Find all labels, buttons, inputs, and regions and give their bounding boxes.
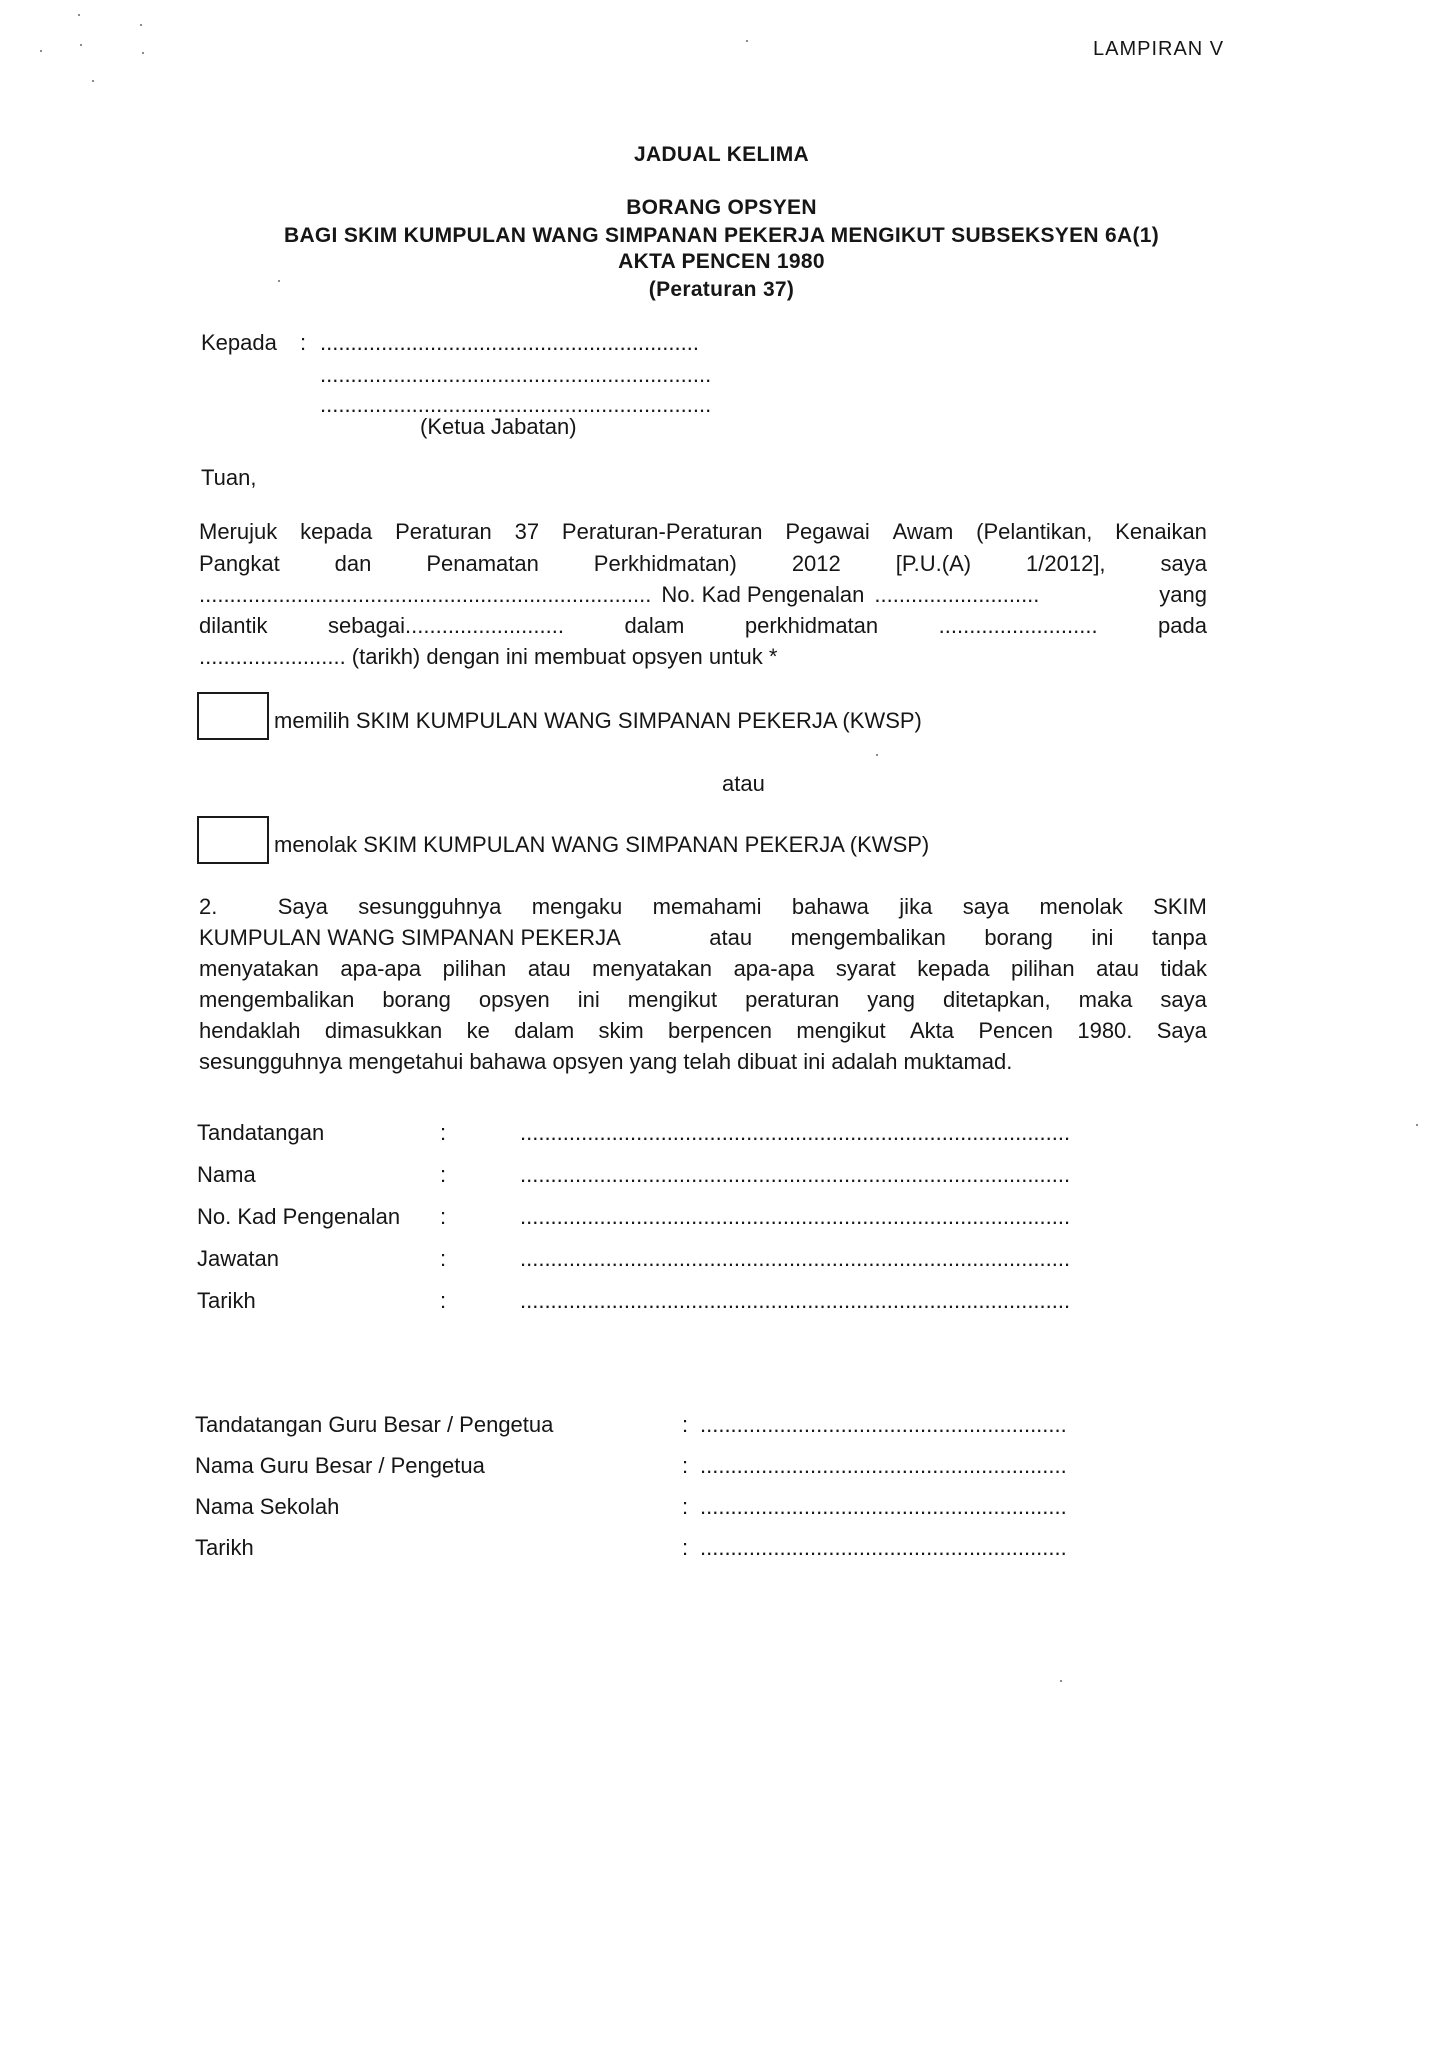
name-blank[interactable]: ..........................................................................	[199, 582, 652, 607]
field-colon: :	[682, 1412, 689, 1437]
option-reject-label: menolak SKIM KUMPULAN WANG SIMPANAN PEKERJA (KWSP)	[274, 832, 930, 857]
scan-speck	[876, 754, 878, 756]
principal-signature-label: Tandatangan Guru Besar / Pengetua	[195, 1412, 554, 1437]
para2-line4: mengembalikan borang opsyen ini mengikut peraturan yang ditetapkan, maka saya	[199, 987, 1207, 1012]
nama-input[interactable]: ..........................................................................................	[520, 1162, 1071, 1187]
regulation-ref: (Peraturan 37)	[648, 278, 795, 301]
field-colon: :	[440, 1120, 447, 1145]
recipient-line-3[interactable]: ................................................................	[320, 392, 712, 417]
principal-date-input[interactable]: ............................................................	[700, 1535, 1067, 1560]
scan-speck	[142, 52, 144, 54]
scan-speck	[92, 80, 94, 82]
school-name-input[interactable]: ............................................................	[700, 1494, 1067, 1519]
lampiran-label: LAMPIRAN V	[1093, 38, 1225, 60]
recipient-line-1[interactable]: ..............................................................	[320, 330, 699, 355]
field-colon: :	[440, 1288, 447, 1313]
field-jawatan: Jawatan	[197, 1246, 279, 1271]
para2-line6: sesungguhnya mengetahui bahawa opsyen yang telah dibuat ini adalah muktamad.	[199, 1049, 1013, 1074]
jadual-title: JADUAL KELIMA	[633, 143, 810, 166]
field-nama: Nama	[197, 1162, 256, 1187]
scan-speck	[40, 50, 42, 52]
para2-line3: menyatakan apa-apa pilihan atau menyatakan apa-apa syarat kepada pilihan atau tidak	[199, 956, 1207, 981]
field-tarikh: Tarikh	[197, 1288, 256, 1313]
service-blank[interactable]: ..........................	[938, 613, 1098, 638]
scan-speck	[1060, 1680, 1062, 1682]
option-reject-checkbox[interactable]	[197, 816, 269, 864]
tarikh-input[interactable]: ..........................................................................................	[520, 1288, 1071, 1313]
para1-line4: dilantik sebagai.......................... dalam perkhidmatan .......................... pada	[199, 613, 1207, 638]
scan-speck	[78, 14, 80, 16]
salutation: Tuan,	[201, 465, 257, 490]
act-title: AKTA PENCEN 1980	[618, 250, 825, 273]
kepada-colon: :	[300, 330, 307, 355]
option-accept-checkbox[interactable]	[197, 692, 269, 740]
scan-speck	[746, 40, 748, 42]
para1-line2: Pangkat dan Penamatan Perkhidmatan) 2012 [P.U.(A) 1/2012], saya	[199, 551, 1207, 576]
tandatangan-input[interactable]: ..........................................................................................	[520, 1120, 1071, 1145]
principal-name-input[interactable]: ............................................................	[700, 1453, 1067, 1478]
field-colon: :	[440, 1246, 447, 1271]
option-accept-label: memilih SKIM KUMPULAN WANG SIMPANAN PEKERJA (KWSP)	[274, 708, 922, 733]
para1-line3: .......................................................................... No. Kad Pengenalan ........................... yang	[199, 582, 1207, 607]
field-colon: :	[682, 1535, 689, 1560]
no-kad-input[interactable]: ..........................................................................................	[520, 1204, 1071, 1229]
para1-line5: ........................ (tarikh) dengan ini membuat opsyen untuk *	[199, 644, 778, 669]
scan-speck	[140, 24, 142, 26]
principal-signature-input[interactable]: ............................................................	[700, 1412, 1067, 1437]
kepada-label: Kepada	[201, 330, 277, 355]
atau-label: atau	[722, 771, 765, 796]
principal-name-label: Nama Guru Besar / Pengetua	[195, 1453, 485, 1478]
school-name-label: Nama Sekolah	[195, 1494, 340, 1519]
field-colon: :	[682, 1453, 689, 1478]
jawatan-input[interactable]: ..........................................................................................	[520, 1246, 1071, 1271]
ketua-jabatan-label: (Ketua Jabatan)	[420, 414, 577, 439]
form-title: BORANG OPSYEN	[626, 196, 817, 219]
field-colon: :	[440, 1204, 447, 1229]
field-colon: :	[682, 1494, 689, 1519]
recipient-line-2[interactable]: ................................................................	[320, 362, 712, 387]
para2-line2: KUMPULAN WANG SIMPANAN PEKERJA atau mengembalikan borang ini tanpa	[199, 925, 1207, 950]
field-colon: :	[440, 1162, 447, 1187]
form-subtitle: BAGI SKIM KUMPULAN WANG SIMPANAN PEKERJA MENGIKUT SUBSEKSYEN 6A(1)	[283, 224, 1160, 247]
field-tandatangan: Tandatangan	[197, 1120, 325, 1145]
para2-line5: hendaklah dimasukkan ke dalam skim berpencen mengikut Akta Pencen 1980. Saya	[199, 1018, 1207, 1043]
scan-speck	[1416, 1124, 1418, 1126]
principal-date-label: Tarikh	[195, 1535, 254, 1560]
position-blank[interactable]: sebagai..........................	[327, 613, 564, 638]
field-no-kad: No. Kad Pengenalan	[197, 1204, 401, 1229]
para1-line1: Merujuk kepada Peraturan 37 Peraturan-Peraturan Pegawai Awam (Pelantikan, Kenaikan	[199, 519, 1207, 544]
ic-blank[interactable]: ...........................	[874, 582, 1040, 607]
para2-line1: 2. Saya sesungguhnya mengaku memahami bahawa jika saya menolak SKIM	[199, 894, 1207, 919]
scan-speck	[80, 44, 82, 46]
